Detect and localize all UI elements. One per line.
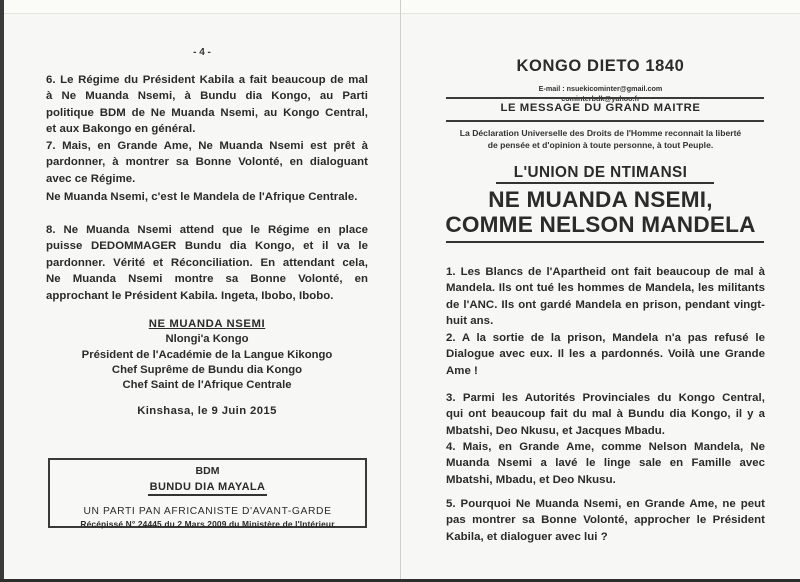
party-info-box — [48, 458, 367, 528]
text-line: 4. Mais, en Grande Ame, comme Nelson Mandela, Ne — [446, 441, 765, 453]
page-number: - 4 - — [193, 47, 211, 58]
email-address: E-mail : nsuekicominter@gmail.com — [538, 84, 663, 93]
text-line: Mandela. Ils ont tué les hommes de Mandela, les militants — [446, 282, 765, 295]
text-line: Muanda Nsemi a lavé le linge sale en Famille avec — [446, 457, 765, 470]
divider — [496, 182, 714, 184]
union-title: L'UNION DE NTIMANSI — [513, 164, 688, 181]
paragraph-8 — [46, 222, 368, 304]
divider — [446, 97, 764, 99]
signatory-title: Président de l'Académie de la Langue Kikongo — [81, 348, 333, 361]
text-line: Ame ! — [446, 364, 478, 377]
text-line: Dialogue avec eux. Il les a pardonnés. Voilà une Grande — [446, 348, 765, 361]
signatory-title: Nlongi'a Kongo — [165, 333, 249, 346]
text-line: Mbatshi, Deo Nkusu, et Jacques Mbadu. — [446, 424, 665, 437]
right-page — [401, 14, 800, 579]
party-full-name: BUNDU DIA MAYALA — [148, 481, 268, 496]
headline — [401, 187, 800, 237]
text-line: pas montrer sa Bonne Volonté, approcher le Président — [446, 514, 765, 527]
place-and-date: Kinshasa, le 9 Juin 2015 — [137, 405, 277, 418]
text-line: approchant le Président Kabila. Ingeta, Ibobo, Ibobo. — [46, 289, 334, 302]
text-line: et aux Bakongo en général. — [46, 123, 196, 136]
text-line: de l'ANC. Ils ont gardé Mandela en prison, pendant vingt- — [446, 298, 765, 311]
text-line: 2. A la sortie de la prison, Mandela n'a pas refusé le — [446, 332, 765, 344]
party-registration: Récépissé N° 24445 du 2 Mars 2009 du Ministère de l'Intérieur — [80, 519, 335, 529]
text-line: La Déclaration Universelle des Droits de l'Homme reconnait la liberté — [459, 128, 742, 138]
text-line: 5. Pourquoi Ne Muanda Nsemi, en Grande Ame, ne peut — [446, 498, 765, 510]
paragraph-3 — [446, 390, 765, 439]
text-line: pardonner. Vérité et Réconciliation. En attendant cela, — [46, 256, 368, 269]
signatory-title: Chef Saint de l'Afrique Centrale — [122, 379, 292, 392]
paragraph-7 — [46, 138, 368, 187]
text-line: pardonner, à montrer sa Bonne Volonté, en dialoguant — [46, 156, 368, 169]
party-abbreviation: BDM — [195, 465, 220, 477]
left-page — [4, 14, 400, 579]
text-line: Ne Muanda Nsemi, c'est le Mandela de l'Afrique Centrale. — [46, 191, 358, 203]
contact-emails — [401, 84, 800, 104]
text-line: politique BDM de Ne Muanda Nsemi, au Kongo Central, — [46, 106, 368, 119]
declaration-quote — [401, 127, 800, 151]
headline-line: NE MUANDA NSEMI, — [488, 187, 713, 212]
text-line: à Ne Muanda Nsemi, à Bundu dia Kongo, au Parti — [46, 90, 368, 103]
text-line: huit ans. — [446, 315, 494, 328]
paragraph-1 — [446, 264, 765, 330]
divider — [446, 241, 764, 243]
text-line: de pensée et d'opinion à toute personne, à tout Peuple. — [487, 140, 714, 150]
text-line: 8. Ne Muanda Nsemi attend que le Régime en place — [46, 224, 368, 236]
paragraph-2 — [446, 330, 765, 379]
publication-title: KONGO DIETO 1840 — [516, 57, 685, 75]
signature-block — [44, 317, 370, 420]
text-line: 1. Les Blancs de l'Apartheid ont fait beaucoup de mal à — [446, 266, 765, 278]
text-line: Ne Muanda Nsemi montre sa Bonne Volonté, en — [46, 273, 368, 286]
text-line: 6. Le Régime du Président Kabila a fait beaucoup de mal — [46, 74, 368, 86]
text-line: puisse DEDOMMAGER Bundu dia Kongo, et il va le — [46, 240, 368, 253]
text-line: Mbatshi, Mbadu, et Deo Nkusu. — [446, 473, 616, 486]
divider — [446, 120, 764, 122]
section-title: LE MESSAGE DU GRAND MAITRE — [500, 102, 701, 114]
party-tagline: UN PARTI PAN AFRICANISTE D'AVANT-GARDE — [83, 506, 332, 517]
text-line: avec ce Régime. — [46, 172, 136, 185]
paragraph-6 — [46, 72, 368, 138]
text-line: 3. Parmi les Autorités Provinciales du Kongo Central, — [446, 392, 765, 404]
signatory-name: NE MUANDA NSEMI — [148, 318, 266, 330]
text-line: Kabila, et dialoguer avec lui ? — [446, 530, 608, 543]
paragraph-4 — [446, 439, 765, 488]
text-line: qui ont beaucoup fait du mal à Bundu dia Kongo, il y a — [446, 408, 765, 421]
mandela-statement — [46, 189, 368, 205]
paragraph-5 — [446, 496, 765, 545]
signatory-title: Chef Suprême de Bundu dia Kongo — [111, 363, 303, 376]
text-line: 7. Mais, en Grande Ame, Ne Muanda Nsemi est prêt à — [46, 140, 368, 152]
headline-line: COMME NELSON MANDELA — [445, 212, 756, 237]
